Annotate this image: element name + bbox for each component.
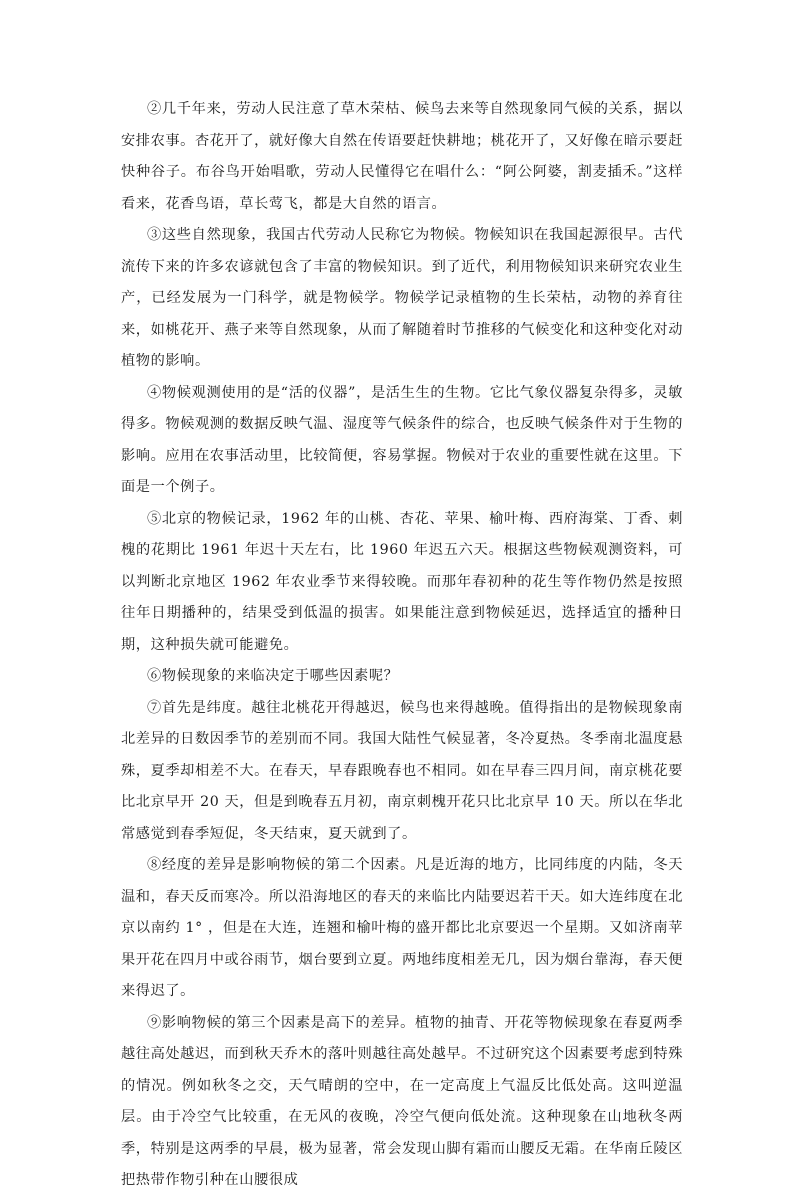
- paragraph-4: ④物候观测使用的是“活的仪器”，是活生生的生物。它比气象仪器复杂得多，灵敏得多。物候观测的数据反映气温、湿度等气候条件的综合，也反映气候条件对于生物的影响。应用在农事活动里，比较简便，容易掌握。物候对于农业的重要性就在这里。下面是一个例子。: [121, 384, 683, 495]
- paragraph-7: ⑦首先是纬度。越往北桃花开得越迟，候鸟也来得越晚。值得指出的是物候现象南北差异的日数因季节的差别而不同。我国大陆性气候显著，冬冷夏热。冬季南北温度悬殊，夏季却相差不大。在春天，早春跟晚春也不相同。如在早春三四月间，南京桃花要比北京早开 20 天，但是到晚春五月初，南京刺槐开花只比北京早 10 天。所以在华北常感觉到春季短促，冬天结束，夏天就到了。: [121, 699, 683, 842]
- article-body: [121, 94, 683, 1197]
- paragraph-6: ⑥物候现象的来临决定于哪些因素呢？: [147, 668, 399, 684]
- paragraph-5: ⑤北京的物候记录，1962 年的山桃、杏花、苹果、榆叶梅、西府海棠、丁香、刺槐的花期比 1961 年迟十天左右，比 1960 年迟五六天。根据这些物候观测资料，可以判断北京地区 1962 年农业季节来得较晚。而那年春初种的花生等作物仍然是按照往年日期播种的，结果受到低温的损害。如果能注意到物候延迟，选择适宜的播种日期，这种损失就可能避免。: [121, 510, 683, 653]
- paragraph-9: ⑨影响物候的第三个因素是高下的差异。植物的抽青、开花等物候现象在春夏两季越往高处越迟，而到秋天乔木的落叶则越往高处越早。不过研究这个因素要考虑到特殊的情况。例如秋冬之交，天气晴朗的空中，在一定高度上气温反比低处高。这叫逆温层。由于冷空气比较重，在无风的夜晚，冷空气便向低处流。这种现象在山地秋冬两季，特别是这两季的早晨，极为显著，常会发现山脚有霜而山腰反无霜。在华南丘陵区把热带作物引种在山腰很成: [121, 1014, 683, 1188]
- paragraph-3: ③这些自然现象，我国古代劳动人民称它为物候。物候知识在我国起源很早。古代流传下来的许多农谚就包含了丰富的物候知识。到了近代，利用物候知识来研究农业生产，已经发展为一门科学，就是物候学。物候学记录植物的生长荣枯，动物的养育往来，如桃花开、燕子来等自然现象，从而了解随着时节推移的气候变化和这种变化对动植物的影响。: [121, 227, 683, 369]
- paragraph-8: ⑧经度的差异是影响物候的第二个因素。凡是近海的地方，比同纬度的内陆，冬天温和，春天反而寒冷。所以沿海地区的春天的来临比内陆要迟若干天。如大连纬度在北京以南约 1° ，但是在大连，连翘和榆叶梅的盛开都比北京要迟一个星期。又如济南苹果开花在四月中或谷雨节，烟台要到立夏。两地纬度相差无几，因为烟台靠海，春天便来得迟了。: [121, 857, 683, 999]
- paragraph-2: ②几千年来，劳动人民注意了草木荣枯、候鸟去来等自然现象同气候的关系，据以安排农事。杏花开了，就好像大自然在传语要赶快耕地；桃花开了，又好像在暗示要赶快种谷子。布谷鸟开始唱歌，劳动人民懂得它在唱什么：“阿公阿婆，割麦插禾。”这样看来，花香鸟语，草长莺飞，都是大自然的语言。: [121, 101, 683, 212]
